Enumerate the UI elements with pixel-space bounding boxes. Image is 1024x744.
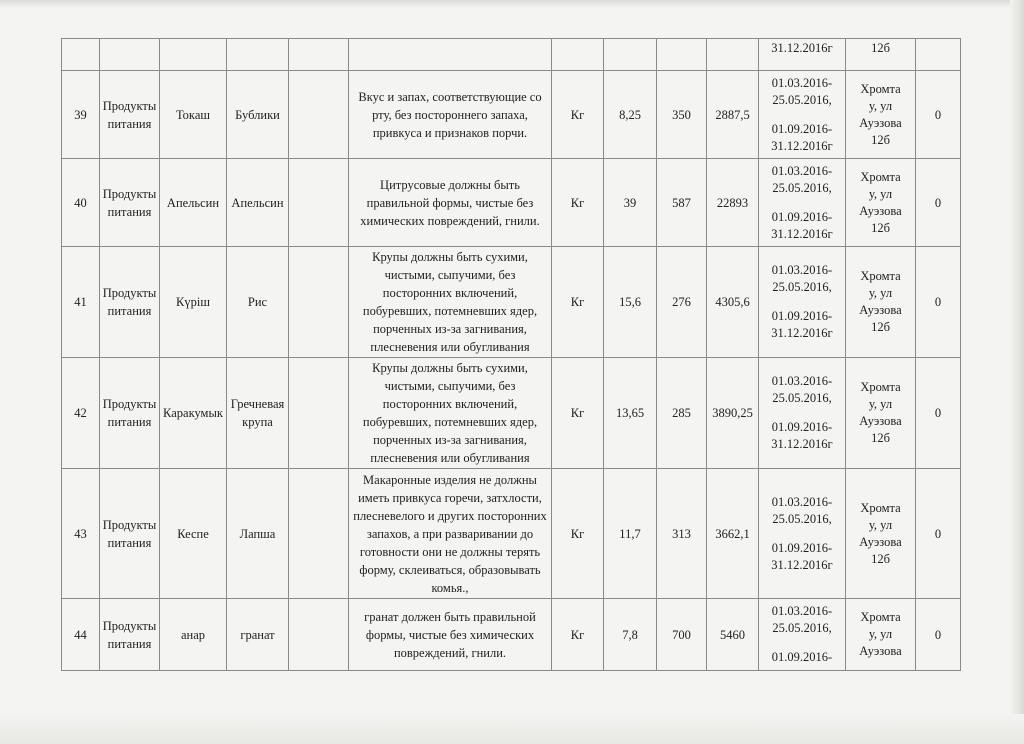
cell-empty xyxy=(707,39,759,71)
quantity-cell: 587 xyxy=(657,159,707,247)
address-line: Ауэзова xyxy=(859,203,902,218)
address-line: 12б xyxy=(871,320,890,334)
address-line: Ауэзова xyxy=(859,534,902,549)
period-first: 01.03.2016-25.05.2016, xyxy=(771,263,833,294)
category-cell: Продукты питания xyxy=(100,71,160,159)
cell-empty xyxy=(657,39,707,71)
last-value-cell: 0 xyxy=(916,599,961,671)
sum-cell: 5460 xyxy=(707,599,759,671)
address-line: у, ул xyxy=(868,517,893,532)
last-value-cell: 0 xyxy=(916,469,961,599)
period-second: 01.09.2016-31.12.2016г xyxy=(771,121,833,153)
quantity-cell: 313 xyxy=(657,469,707,599)
sum-cell: 3662,1 xyxy=(707,469,759,599)
period-gap xyxy=(761,197,843,209)
scan-edge-right xyxy=(1010,0,1024,744)
row-number: 41 xyxy=(62,247,100,358)
requirements-cell: Макаронные изделия не должны иметь привкуса горечи, затхлости, плесневелого и других посторонних запахов, а при разваривании до готовности они не должны терять форму, склеиваться, образовывать комья., xyxy=(349,469,552,599)
price-cell: 39 xyxy=(604,159,657,247)
price-cell: 11,7 xyxy=(604,469,657,599)
address-line: Ауэзова xyxy=(859,303,902,317)
address-line: Хромта xyxy=(860,610,901,624)
period-first: 01.03.2016-25.05.2016, xyxy=(771,75,833,107)
cell-empty xyxy=(100,39,160,71)
cell-empty xyxy=(916,39,961,71)
period-gap xyxy=(761,407,843,419)
cell-empty xyxy=(289,71,349,159)
row-number: 39 xyxy=(62,71,100,159)
address-cell xyxy=(846,71,916,159)
category-cell: Продукты питания xyxy=(100,469,160,599)
address-line: Хромта xyxy=(860,500,901,515)
table-row xyxy=(62,469,961,599)
category-cell: Продукты питания xyxy=(100,159,160,247)
name-ru-cell: гранат xyxy=(227,599,289,671)
procurement-table xyxy=(61,38,961,671)
name-ru-cell: Гречневая крупа xyxy=(227,358,289,469)
address-line: у, ул xyxy=(868,286,893,300)
period-gap xyxy=(761,296,843,308)
quantity-cell: 285 xyxy=(657,358,707,469)
quantity-cell: 350 xyxy=(657,71,707,159)
period-tail: 31.12.2016г xyxy=(759,39,846,71)
table-row xyxy=(62,599,961,671)
scan-edge-bottom xyxy=(0,714,1024,744)
period-cell xyxy=(759,358,846,469)
name-ru-cell: Рис xyxy=(227,247,289,358)
address-line: Хромта xyxy=(860,269,901,283)
cell-empty xyxy=(289,39,349,71)
name-ru-cell: Апельсин xyxy=(227,159,289,247)
sum-cell: 22893 xyxy=(707,159,759,247)
address-line: 12б xyxy=(871,132,890,147)
name-kz-cell: Күріш xyxy=(160,247,227,358)
unit-cell: Кг xyxy=(552,159,604,247)
sum-cell: 2887,5 xyxy=(707,71,759,159)
address-line: 12б xyxy=(871,431,890,445)
table-row-continued xyxy=(62,39,961,71)
address-line: Ауэзова xyxy=(859,115,902,130)
requirements-cell: гранат должен быть правильной формы, чистые без химических повреждений, гнили. xyxy=(349,599,552,671)
cell-empty xyxy=(604,39,657,71)
name-kz-cell: анар xyxy=(160,599,227,671)
address-line: 12б xyxy=(871,551,890,566)
address-line: у, ул xyxy=(868,397,893,411)
address-cell xyxy=(846,469,916,599)
last-value-cell: 0 xyxy=(916,71,961,159)
last-value-cell: 0 xyxy=(916,159,961,247)
cell-empty xyxy=(227,39,289,71)
address-cell xyxy=(846,599,916,671)
period-first: 01.03.2016-25.05.2016, xyxy=(771,604,833,635)
cell-empty xyxy=(160,39,227,71)
address-line: у, ул xyxy=(868,627,893,641)
unit-cell: Кг xyxy=(552,358,604,469)
address-line: у, ул xyxy=(868,98,893,113)
table-row xyxy=(62,71,961,159)
period-gap xyxy=(761,637,843,649)
period-second: 01.09.2016-31.12.2016г xyxy=(771,209,833,241)
period-second: 01.09.2016-31.12.2016г xyxy=(771,420,833,451)
cell-empty xyxy=(289,159,349,247)
address-line: Ауэзова xyxy=(859,644,902,658)
row-number: 40 xyxy=(62,159,100,247)
name-kz-cell: Кеспе xyxy=(160,469,227,599)
address-line: 12б xyxy=(871,220,890,235)
unit-cell: Кг xyxy=(552,469,604,599)
last-value-cell: 0 xyxy=(916,247,961,358)
unit-cell: Кг xyxy=(552,247,604,358)
address-line: Хромта xyxy=(860,380,901,394)
row-number: 43 xyxy=(62,469,100,599)
quantity-cell: 276 xyxy=(657,247,707,358)
cell-empty xyxy=(552,39,604,71)
cell-empty xyxy=(289,469,349,599)
price-cell: 13,65 xyxy=(604,358,657,469)
quantity-cell: 700 xyxy=(657,599,707,671)
requirements-cell: Цитрусовые должны быть правильной формы, чистые без химических повреждений, гнили. xyxy=(349,159,552,247)
address-line: Хромта xyxy=(860,81,901,96)
cell-empty xyxy=(289,247,349,358)
requirements-cell: Крупы должны быть сухими, чистыми, сыпучими, без посторонних включений, побуревших, потемневших ядер, порченных из-за загнивания, плесневения или обугливания xyxy=(349,358,552,469)
address-cell xyxy=(846,247,916,358)
cell-empty xyxy=(62,39,100,71)
period-cell xyxy=(759,599,846,671)
name-ru-cell: Бублики xyxy=(227,71,289,159)
cell-empty xyxy=(289,358,349,469)
period-second: 01.09.2016-31.12.2016г xyxy=(771,540,833,572)
sum-cell: 4305,6 xyxy=(707,247,759,358)
table-row xyxy=(62,159,961,247)
period-cell xyxy=(759,159,846,247)
price-cell: 8,25 xyxy=(604,71,657,159)
last-value-cell: 0 xyxy=(916,358,961,469)
address-line: Хромта xyxy=(860,169,901,184)
unit-cell: Кг xyxy=(552,71,604,159)
table-row xyxy=(62,358,961,469)
scan-edge-top xyxy=(0,0,1024,8)
cell-empty xyxy=(349,39,552,71)
table-row xyxy=(62,247,961,358)
address-line: у, ул xyxy=(868,186,893,201)
unit-cell: Кг xyxy=(552,599,604,671)
category-cell: Продукты питания xyxy=(100,358,160,469)
period-cell xyxy=(759,71,846,159)
name-kz-cell: Токаш xyxy=(160,71,227,159)
address-tail: 12б xyxy=(846,39,916,71)
period-gap xyxy=(761,528,843,540)
period-first: 01.03.2016-25.05.2016, xyxy=(771,494,833,526)
price-cell: 15,6 xyxy=(604,247,657,358)
table-body xyxy=(62,39,961,671)
row-number: 44 xyxy=(62,599,100,671)
row-number: 42 xyxy=(62,358,100,469)
address-line: Ауэзова xyxy=(859,414,902,428)
requirements-cell: Крупы должны быть сухими, чистыми, сыпучими, без посторонних включений, побуревших, потемневших ядер, порченных из-за загнивания, плесневения или обугливания xyxy=(349,247,552,358)
period-first: 01.03.2016-25.05.2016, xyxy=(771,163,833,195)
sum-cell: 3890,25 xyxy=(707,358,759,469)
name-kz-cell: Каракумык xyxy=(160,358,227,469)
period-second: 01.09.2016-31.12.2016г xyxy=(771,309,833,340)
address-cell xyxy=(846,159,916,247)
category-cell: Продукты питания xyxy=(100,247,160,358)
period-second: 01.09.2016- xyxy=(771,650,833,664)
period-cell xyxy=(759,247,846,358)
period-gap xyxy=(761,109,843,121)
cell-empty xyxy=(289,599,349,671)
requirements-cell: Вкус и запах, соответствующие со рту, без постороннего запаха, привкуса и признаков порчи. xyxy=(349,71,552,159)
name-ru-cell: Лапша xyxy=(227,469,289,599)
address-cell xyxy=(846,358,916,469)
price-cell: 7,8 xyxy=(604,599,657,671)
category-cell: Продукты питания xyxy=(100,599,160,671)
period-first: 01.03.2016-25.05.2016, xyxy=(771,374,833,405)
name-kz-cell: Апельсин xyxy=(160,159,227,247)
period-cell xyxy=(759,469,846,599)
